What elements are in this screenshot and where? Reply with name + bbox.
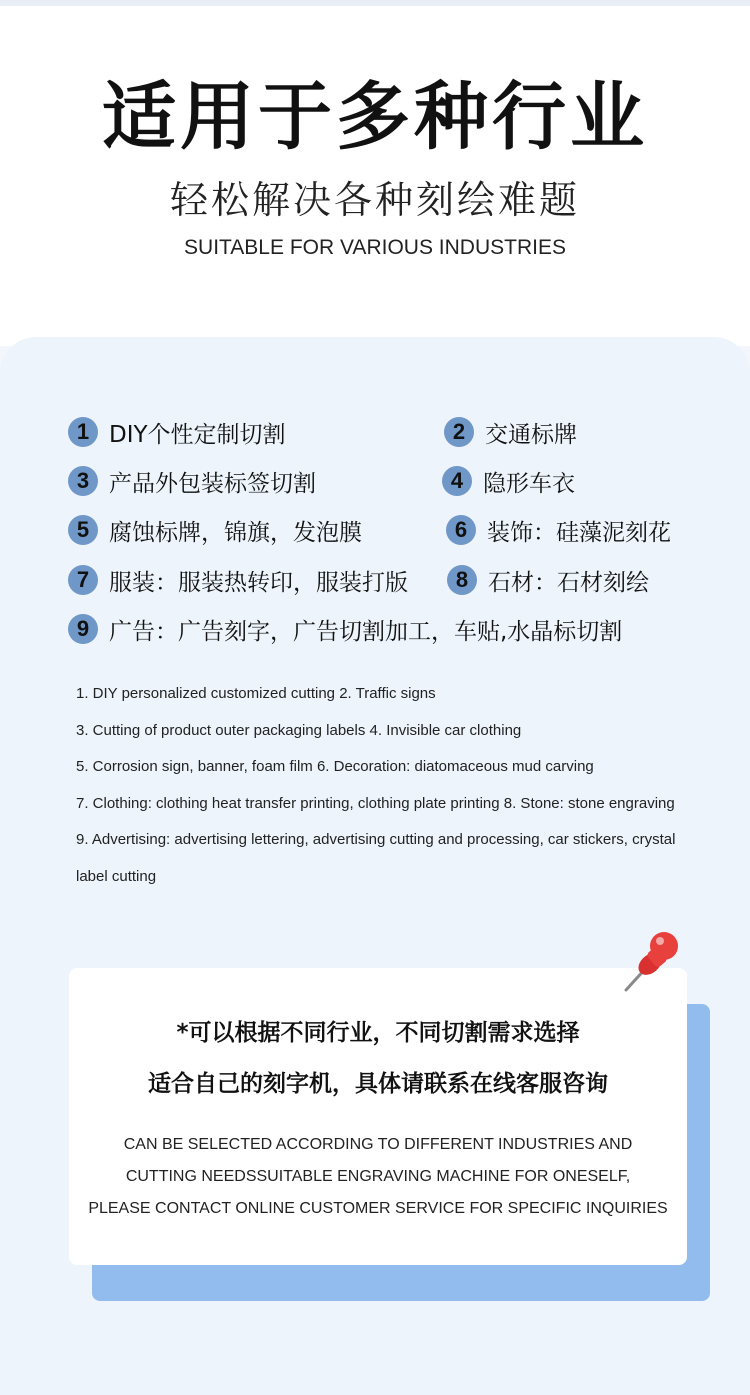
note-text-en-1: CAN BE SELECTED ACCORDING TO DIFFERENT INDUSTRIES AND bbox=[123, 1136, 633, 1153]
industry-label: 服装：服装热转印，服装打版 bbox=[109, 569, 408, 596]
note-text-cn-1: *可以根据不同行业，不同切割需求选择 bbox=[176, 1020, 580, 1046]
english-line: 9. Advertising: advertising lettering, advertising cutting and processing, car stickers, crystal bbox=[76, 831, 676, 848]
number-badge: 4 bbox=[442, 466, 472, 496]
english-list bbox=[76, 676, 716, 895]
english-line: 1. DIY personalized customized cutting 2. Traffic signs bbox=[76, 685, 436, 702]
industry-item-3 bbox=[68, 464, 316, 498]
number-badge: 3 bbox=[68, 466, 98, 496]
english-line: 7. Clothing: clothing heat transfer printing, clothing plate printing 8. Stone: stone engraving bbox=[76, 794, 675, 812]
english-line: 5. Corrosion sign, banner, foam film 6. Decoration: diatomaceous mud carving bbox=[76, 758, 594, 775]
industry-item-1 bbox=[68, 415, 286, 449]
number-badge: 2 bbox=[444, 417, 474, 447]
industry-item-6 bbox=[446, 513, 671, 547]
industry-item-4 bbox=[442, 464, 575, 498]
number-badge: 6 bbox=[446, 515, 476, 545]
industry-label: 腐蚀标牌，锦旗，发泡膜 bbox=[109, 519, 362, 546]
note-text-en-3: PLEASE CONTACT ONLINE CUSTOMER SERVICE FOR SPECIFIC INQUIRIES bbox=[88, 1200, 668, 1217]
industry-item-2 bbox=[444, 415, 577, 449]
industry-label: DIY个性定制切割 bbox=[109, 421, 286, 448]
note-card bbox=[69, 968, 687, 1265]
pushpin-icon bbox=[620, 928, 684, 996]
note-text-en-2: CUTTING NEEDSSUITABLE ENGRAVING MACHINE FOR ONESELF, bbox=[125, 1168, 631, 1185]
industry-label: 装饰：硅藻泥刻花 bbox=[487, 519, 671, 546]
industry-label: 交通标牌 bbox=[485, 421, 577, 448]
page-subtitle: 轻松解决各种刻绘难题 bbox=[169, 178, 580, 222]
english-line: 3. Cutting of product outer packaging labels 4. Invisible car clothing bbox=[76, 721, 522, 739]
number-badge: 8 bbox=[447, 565, 477, 595]
english-line: label cutting bbox=[76, 867, 157, 885]
industry-item-8 bbox=[447, 563, 649, 597]
industry-item-5 bbox=[68, 513, 362, 547]
industry-item-7 bbox=[68, 563, 408, 597]
number-badge: 1 bbox=[68, 417, 98, 447]
page-subtitle-en: SUITABLE FOR VARIOUS INDUSTRIES bbox=[184, 236, 566, 259]
industry-label: 隐形车衣 bbox=[483, 470, 575, 497]
industry-label: 广告：广告刻字，广告切割加工，车贴,水晶标切割 bbox=[109, 618, 623, 645]
number-badge: 5 bbox=[68, 515, 98, 545]
number-badge: 7 bbox=[68, 565, 98, 595]
number-badge: 9 bbox=[68, 614, 98, 644]
industry-label: 产品外包装标签切割 bbox=[109, 470, 316, 497]
industry-item-9 bbox=[68, 612, 622, 646]
page-title: 适用于多种行业 bbox=[102, 74, 648, 160]
note-text-cn-2: 适合自己的刻字机，具体请联系在线客服咨询 bbox=[148, 1071, 608, 1097]
industry-label: 石材：石材刻绘 bbox=[488, 569, 649, 596]
